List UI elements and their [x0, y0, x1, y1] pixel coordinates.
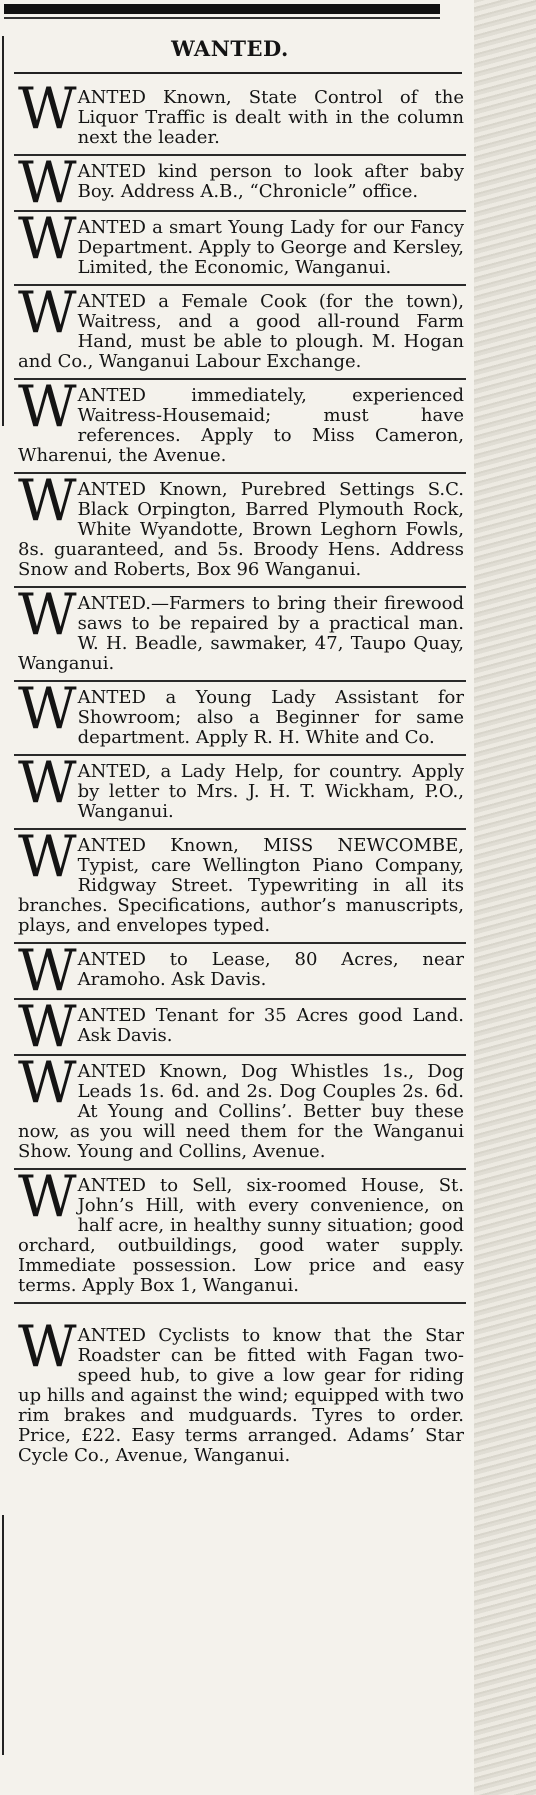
drop-cap: W — [18, 382, 75, 440]
ad-text: ANTED a smart Young Lady for our Fancy Department. Apply to George and Kersley, Limited, the Economic, Wanganui. — [77, 217, 464, 278]
ad-text: ANTED Known, Dog Whistles 1s., Dog Leads 1s. 6d. and 2s. Dog Couples 2s. 6d. At Young and Collins’. Better buy these now, as you will need them for the Wanganui Show. Young and Collins, Avenue. — [18, 1061, 464, 1162]
classified-ad — [14, 832, 466, 942]
classified-ad — [14, 1002, 466, 1054]
ad-text: ANTED to Sell, six-roomed House, St. John’s Hill, with every convenience, on half acre, in healthy sunny situation; good orchard, outbuildings, good water supply. Immediate possession. Low price and easy terms. Apply Box 1, Wanganui. — [18, 1175, 464, 1296]
classified-ad — [14, 758, 466, 828]
ad-text: ANTED, a Lady Help, for country. Apply by letter to Mrs. J. H. T. Wickham, P.O., Wanganui. — [77, 761, 464, 822]
classified-ad — [14, 1172, 466, 1302]
classified-ad — [14, 1058, 466, 1168]
drop-cap: W — [18, 476, 75, 534]
drop-cap: W — [18, 946, 75, 998]
ad-divider — [14, 1168, 466, 1170]
drop-cap: W — [18, 1322, 75, 1380]
ad-divider — [14, 154, 466, 156]
classified-ads-list — [14, 84, 466, 1472]
ad-divider — [14, 680, 466, 682]
top-thin-rule — [4, 17, 440, 19]
ad-text: ANTED Cyclists to know that the Star Roadster can be fitted with Fagan two-speed hub, to give a low gear for riding up hills and against the wind; equipped with two rim brakes and mudguards. Tyres to order. Price, £22. Easy terms arranged. Adams’ Star Cycle Co., Avenue, Wanganui. — [18, 1325, 464, 1466]
classified-ad — [14, 1322, 466, 1472]
ad-divider — [14, 998, 466, 1000]
ad-divider — [14, 472, 466, 474]
ad-text: ANTED immediately, experienced Waitress-Housemaid; must have references. Apply to Miss Cameron, Wharenui, the Avenue. — [18, 385, 464, 466]
ad-text: ANTED a Female Cook (for the town), Waitress, and a good all-round Farm Hand, must be able to plough. M. Hogan and Co., Wanganui Labour Exchange. — [18, 291, 464, 372]
drop-cap: W — [18, 684, 75, 742]
ad-text: ANTED.—Farmers to bring their firewood saws to be repaired by a practical man. W. H. Beadle, sawmaker, 47, Taupo Quay, Wanganui. — [18, 593, 464, 674]
classified-ad — [14, 590, 466, 680]
ad-divider — [14, 210, 466, 212]
classified-ad — [14, 946, 466, 998]
ad-divider — [14, 586, 466, 588]
ad-divider — [14, 754, 466, 756]
heading-rule — [14, 72, 462, 74]
drop-cap: W — [18, 158, 75, 210]
ad-divider — [14, 942, 466, 944]
ad-divider — [14, 378, 466, 380]
drop-cap: W — [18, 758, 75, 816]
ad-text: ANTED to Lease, 80 Acres, near Aramoho. Ask Davis. — [77, 949, 464, 990]
classified-ad — [14, 84, 466, 154]
classified-ad — [14, 476, 466, 586]
ad-divider — [14, 828, 466, 830]
ad-divider — [14, 284, 466, 286]
page-edge-shadow — [474, 0, 536, 1795]
classified-ad — [14, 214, 466, 284]
ad-text: ANTED a Young Lady Assistant for Showroom; also a Beginner for same department. Apply R. H. White and Co. — [77, 687, 464, 748]
drop-cap: W — [18, 1172, 75, 1230]
ad-text: ANTED Known, State Control of the Liquor Traffic is dealt with in the column next the leader. — [77, 87, 464, 148]
classified-ad — [14, 158, 466, 210]
top-heavy-rule — [4, 4, 440, 14]
ad-text: ANTED Tenant for 35 Acres good Land. Ask Davis. — [77, 1005, 464, 1046]
classified-ad — [14, 382, 466, 472]
section-heading: WANTED. — [171, 36, 289, 61]
ad-text: ANTED kind person to look after baby Boy. Address A.B., “Chronicle” office. — [77, 161, 464, 202]
spacer — [14, 1306, 466, 1322]
ad-text: ANTED Known, MISS NEWCOMBE, Typist, care Wellington Piano Company, Ridgway Street. Typewriting in all its branches. Specifications, author’s manuscripts, plays, and envelopes typed. — [18, 835, 464, 936]
drop-cap: W — [18, 288, 75, 346]
classified-ad — [14, 288, 466, 378]
left-column-rule-lower — [2, 1515, 4, 1755]
drop-cap: W — [18, 832, 75, 890]
left-column-rule — [2, 36, 4, 426]
ad-text: ANTED Known, Purebred Settings S.C. Black Orpington, Barred Plymouth Rock, White Wyandotte, Brown Leghorn Fowls, 8s. guaranteed, and 5s. Broody Hens. Address Snow and Roberts, Box 96 Wanganui. — [18, 479, 464, 580]
drop-cap: W — [18, 214, 75, 272]
drop-cap: W — [18, 84, 75, 142]
drop-cap: W — [18, 1002, 75, 1054]
ad-divider — [14, 1302, 466, 1304]
ad-divider — [14, 1054, 466, 1056]
drop-cap: W — [18, 590, 75, 648]
drop-cap: W — [18, 1058, 75, 1116]
classified-ad — [14, 684, 466, 754]
